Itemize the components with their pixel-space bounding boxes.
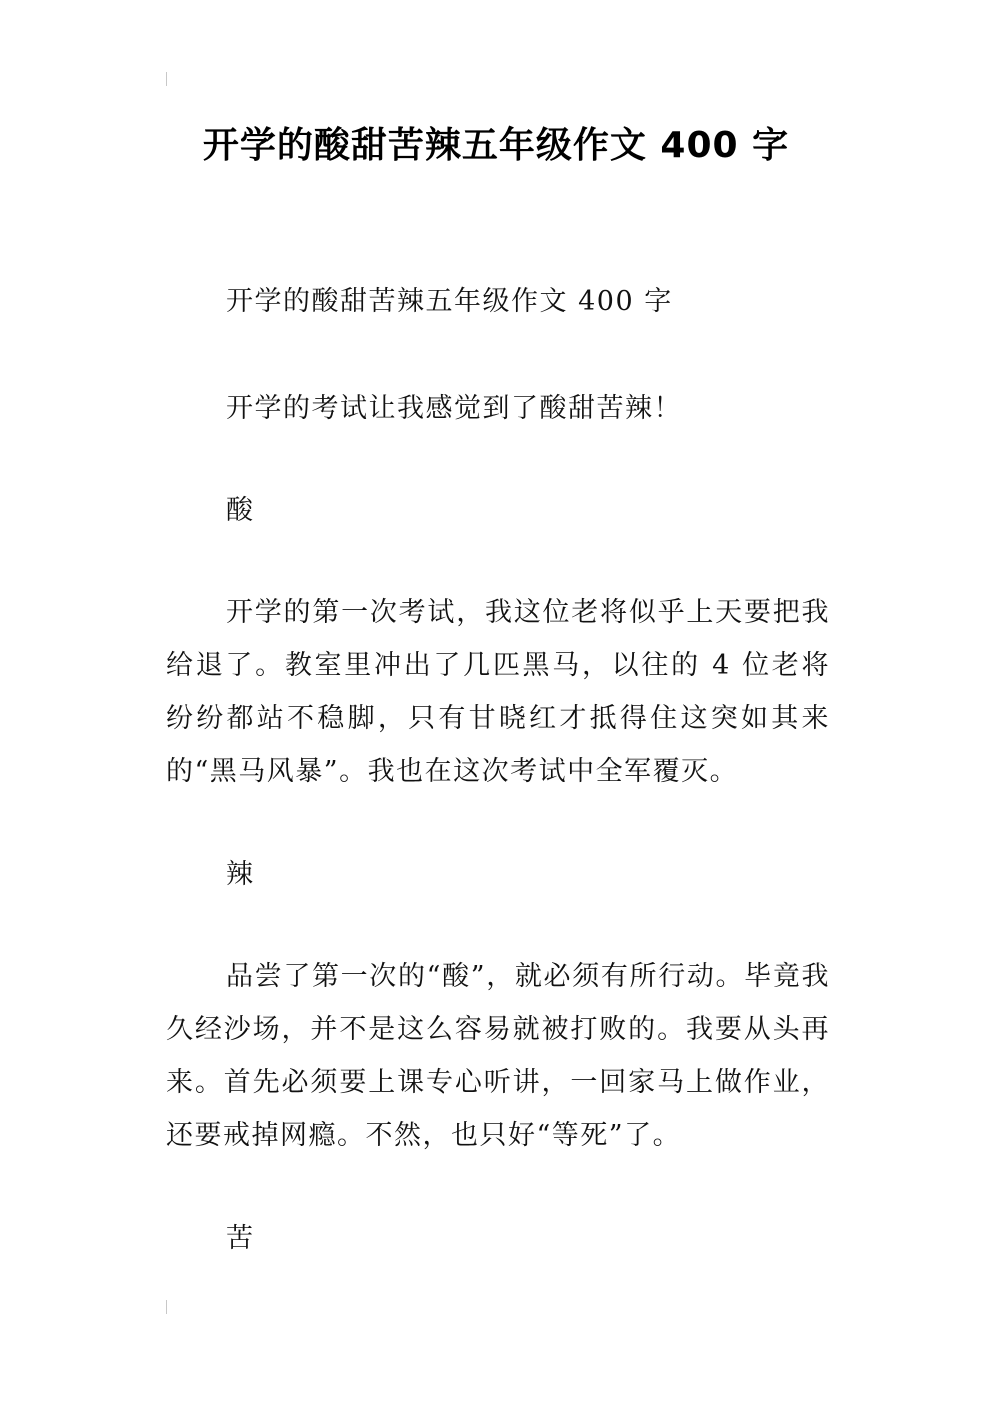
paragraph: 开学的酸甜苦辣五年级作文 400 字 — [226, 286, 673, 317]
section-heading: 辣 — [226, 859, 255, 890]
paragraph: 品尝了第一次的“酸”，就必须有所行动。毕竟我久经沙场，并不是这么容易就被打败的。我要从头再来。首先必须要上课专心听讲，一回家马上做作业，还要戒掉网瘾。不然，也只好“等死”了。 — [166, 961, 830, 1151]
section-heading-spicy — [166, 848, 830, 901]
spicy-paragraph — [166, 950, 830, 1162]
sour-paragraph — [166, 586, 830, 798]
section-heading: 苦 — [226, 1223, 255, 1254]
section-heading: 酸 — [226, 495, 255, 526]
paragraph: 开学的考试让我感觉到了酸甜苦辣！ — [226, 393, 682, 424]
paragraph: 开学的第一次考试，我这位老将似乎上天要把我给退了。教室里冲出了几匹黑马，以往的 4 位老将纷纷都站不稳脚，只有甘晓红才抵得住这突如其来的“黑马风暴”。我也在这次考试中全军覆灭。 — [166, 597, 830, 787]
document-title: 开学的酸甜苦辣五年级作文 400 字 — [202, 125, 790, 166]
intro-paragraph — [166, 382, 830, 435]
page-corner-mark-bottom — [166, 1300, 167, 1314]
page-corner-mark-top — [166, 72, 167, 86]
section-heading-sour — [166, 484, 830, 537]
intro-title-paragraph — [166, 275, 830, 328]
section-heading-bitter — [166, 1212, 830, 1265]
